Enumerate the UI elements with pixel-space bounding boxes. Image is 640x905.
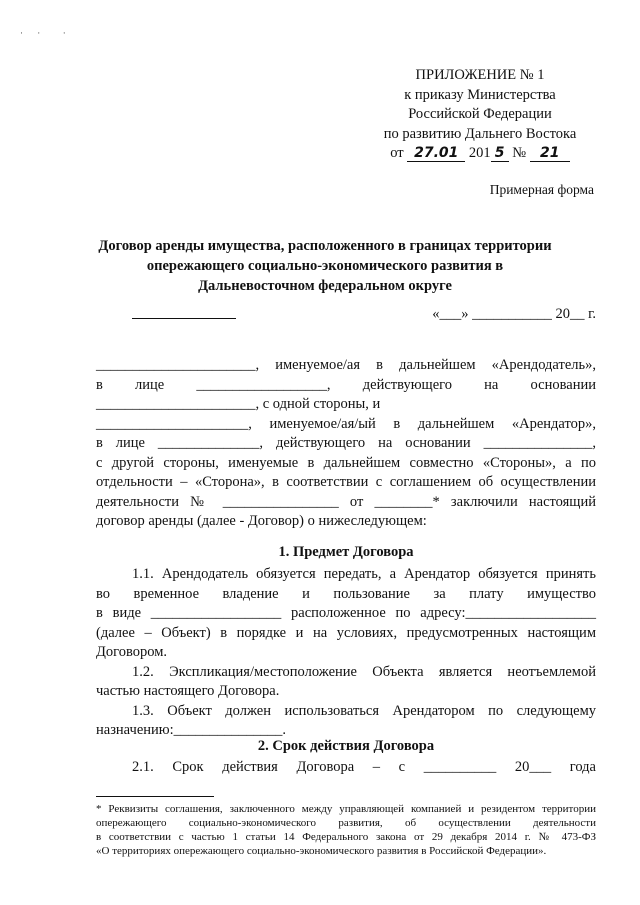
appendix-order-line: к приказу Министерства bbox=[404, 86, 556, 103]
party-1-line-1: ______________________, именуемое/ая в дальнейшем «Арендодатель», bbox=[96, 357, 596, 373]
handwritten-order-number: 21 bbox=[530, 146, 570, 162]
parties-paragraph bbox=[96, 356, 596, 532]
clause-1-2-line-1: 1.2. Экспликация/местоположение Объекта является неотъемлемой bbox=[132, 663, 596, 680]
footnote-line-4: «О территориях опережающего социально-экономического развития в Российской Федерации». bbox=[96, 845, 547, 857]
appendix-date-line bbox=[360, 144, 600, 164]
sample-form-label: Примерная форма bbox=[489, 182, 594, 197]
clause-1-3-line-1: 1.3. Объект должен использоваться Арендатором по следующему bbox=[132, 702, 596, 719]
party-1-line-2: в лице __________________, действующего на основании bbox=[96, 376, 596, 393]
handwritten-year-digit: 5 bbox=[491, 146, 509, 162]
clause-2-1-line-1: 2.1. Срок действия Договора – с __________ 20___ года bbox=[132, 759, 596, 775]
document-title: Договор аренды имущества, расположенного в границах территории опережающего социально-экономического развития в Дальневосточном федеральном округе bbox=[98, 238, 552, 294]
section-2-body bbox=[96, 758, 596, 778]
section-1-body bbox=[96, 565, 596, 741]
place-blank bbox=[132, 306, 236, 324]
handwritten-date: 27.01 bbox=[407, 146, 465, 162]
footnote bbox=[96, 802, 596, 858]
party-2-line-5: деятельности № ________________ от ________* заключили настоящий bbox=[96, 493, 596, 510]
party-2-line-4: отдельности – «Сторона», в соответствии с соглашением об осуществлении bbox=[96, 474, 596, 490]
clause-1-2-line-2: частью настоящего Договора. bbox=[96, 683, 280, 699]
year-prefix: 201 bbox=[468, 145, 491, 161]
number-sign: № bbox=[512, 145, 527, 161]
appendix-ministry-line-2: по развитию Дальнего Востока bbox=[383, 125, 577, 142]
footnote-line-1: * Реквизиты соглашения, заключенного между управляющей компанией и резидентом территории bbox=[96, 803, 596, 815]
party-2-line-1: _____________________, именуемое/ая/ый в дальнейшем «Арендатор», bbox=[96, 415, 596, 432]
appendix-header bbox=[360, 66, 600, 164]
clause-1-1-line-5: Договором. bbox=[96, 644, 167, 660]
clause-1-3-line-2: назначению:_______________. bbox=[96, 722, 287, 738]
place-date-line bbox=[96, 306, 596, 326]
footnote-line-2: опережающего социально-экономического развития, об осуществлении деятельности bbox=[96, 817, 596, 829]
party-2-line-3: с другой стороны, именуемые в дальнейшем совместно «Стороны», а по bbox=[96, 454, 596, 471]
date-blank: «___» ___________ 20__ г. bbox=[432, 306, 596, 322]
scan-specks: · · · bbox=[20, 28, 72, 38]
clause-1-1-line-1: 1.1. Арендодатель обязуется передать, а Арендатор обязуется принять bbox=[132, 566, 596, 582]
appendix-ministry-line: Российской Федерации bbox=[408, 106, 552, 122]
footnote-divider bbox=[96, 796, 214, 797]
footnote-line-3: в соответствии с частью 1 статьи 14 Федерального закона от 29 декабря 2014 г. № 473-ФЗ bbox=[96, 831, 596, 843]
party-1-line-3: ______________________, с одной стороны, и bbox=[96, 396, 381, 412]
clause-1-1-line-4: (далее – Объект) в порядке и на условиях, предусмотренных настоящим bbox=[96, 624, 596, 641]
party-2-line-6: договор аренды (далее - Договор) о нижеследующем: bbox=[96, 513, 427, 529]
clause-1-1-line-2: во временное владение и пользование за плату имущество bbox=[96, 585, 596, 602]
date-prefix: от bbox=[390, 145, 404, 161]
appendix-number: ПРИЛОЖЕНИЕ № 1 bbox=[415, 67, 545, 83]
section-2-heading: 2. Срок действия Договора bbox=[257, 738, 435, 754]
clause-1-1-line-3: в виде __________________ расположенное по адресу:__________________ bbox=[96, 605, 596, 621]
section-1-heading: 1. Предмет Договора bbox=[278, 544, 414, 560]
party-2-line-2: в лице ______________, действующего на основании _______________, bbox=[96, 435, 596, 451]
